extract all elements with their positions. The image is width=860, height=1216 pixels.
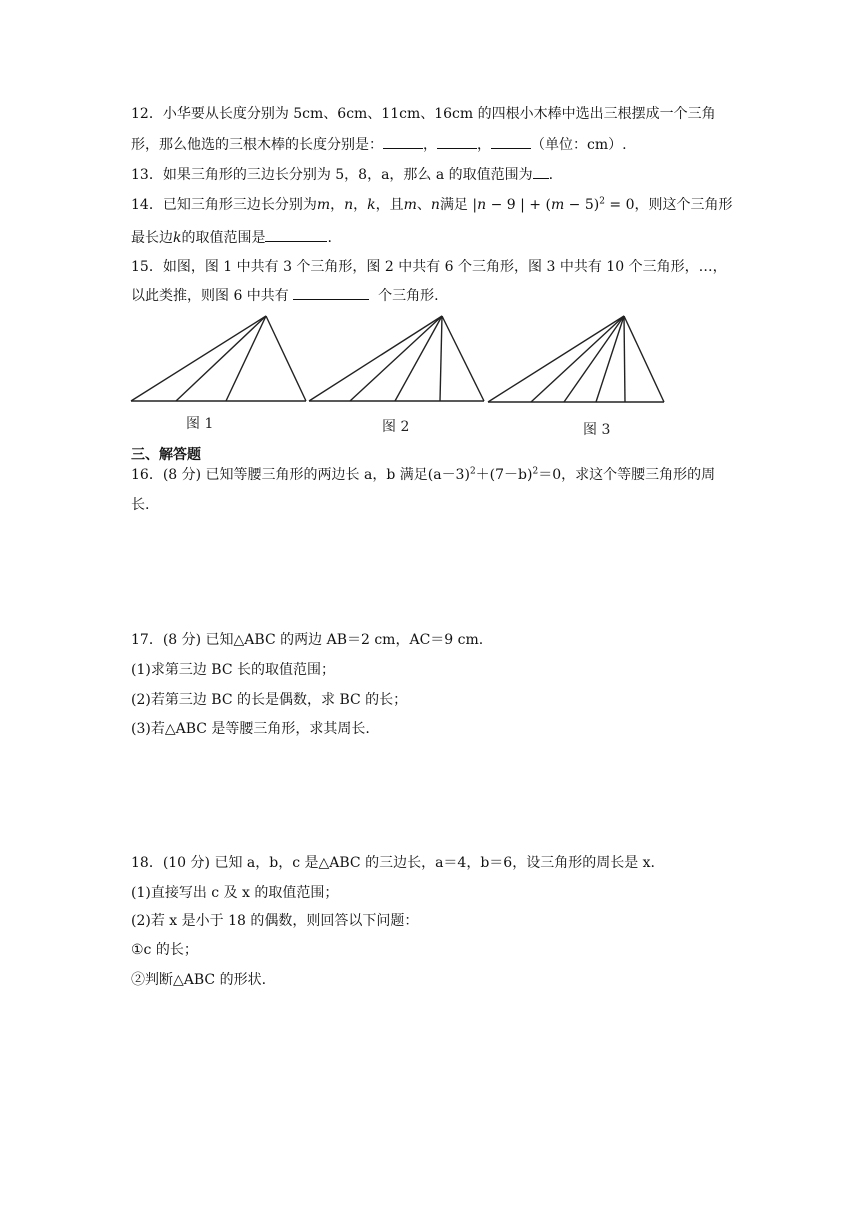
- figure-1-label: 图 1: [186, 416, 214, 432]
- q12-blank-3[interactable]: [491, 134, 531, 149]
- q14-line1: [131, 195, 733, 215]
- q14-var-k: k: [367, 197, 376, 213]
- q14-equation: [472, 197, 634, 213]
- q18-part-3: ①c 的长；: [131, 942, 198, 958]
- figure-2: [309, 316, 484, 401]
- q15-line1: 15．如图，图 1 中共有 3 个三角形，图 2 中共有 6 个三角形，图 3 中共有 10 个三角形，…，: [131, 259, 727, 275]
- q18-part-4: ②判断△ABC 的形状.: [131, 972, 267, 988]
- figure-1: [131, 316, 306, 401]
- q16-line2: 长.: [131, 497, 150, 513]
- q15-text-a: 以此类推，则图 6 中共有: [131, 288, 289, 304]
- q14-var-n2: n: [430, 197, 440, 213]
- q14-comma-1: ，: [330, 197, 345, 213]
- q14-text-3: 满足: [439, 197, 468, 213]
- figure-2-label: 图 2: [382, 419, 410, 435]
- q18-line1: 18．(10 分) 已知 a，b，c 是△ABC 的三边长，a＝4，b＝6，设三角形的周长是 x.: [131, 855, 656, 871]
- q12-blank-1[interactable]: [383, 134, 423, 149]
- q14-blank[interactable]: [265, 227, 327, 242]
- q14-l2-text-a: 最长边: [131, 230, 173, 246]
- q16-exp-1: 2: [469, 466, 476, 477]
- q13-blank[interactable]: [533, 164, 549, 179]
- q15-text-b: 个三角形.: [378, 288, 439, 304]
- q13-end: .: [548, 167, 554, 183]
- section-3-heading: 三、解答题: [131, 447, 201, 463]
- q14-eq-abs-open: |: [472, 197, 478, 213]
- q17-part-3: (3)若△ABC 是等腰三角形，求其周长.: [131, 721, 370, 737]
- q14-eq-part-c: − 5): [564, 197, 600, 213]
- q17-line1: 17．(8 分) 已知△ABC 的两边 AB＝2 cm，AC＝9 cm.: [131, 632, 484, 648]
- q13-text: 13．如果三角形的三边长分别为 5，8，a，那么 a 的取值范围为: [131, 167, 533, 183]
- q14-var-n: n: [344, 197, 354, 213]
- q16-text-c: ＝0，求这个等腰三角形的周: [538, 467, 716, 483]
- figure-3-label: 图 3: [583, 422, 611, 438]
- q14-text-1: 14．已知三角形三边长分别为: [131, 197, 317, 213]
- q15-blank[interactable]: [293, 285, 369, 300]
- q14-comma-3: 、: [416, 197, 431, 213]
- q16-line1: [131, 465, 715, 485]
- q17-part-2: (2)若第三边 BC 的长是偶数，求 BC 的长；: [131, 692, 408, 708]
- q14-l2-var-k: k: [173, 230, 182, 246]
- q14-eq-n: n: [477, 197, 487, 213]
- q15-line2: [131, 285, 439, 306]
- figure-3: [488, 316, 664, 402]
- q14-l2-end: .: [327, 230, 332, 246]
- q16-text-a: 16．(8 分) 已知等腰三角形的两边长 a，b 满足(a－3): [131, 467, 470, 483]
- q18-part-2: (2)若 x 是小于 18 的偶数，则回答以下问题：: [131, 913, 419, 929]
- q14-eq-m: m: [550, 197, 565, 213]
- triangle-figures: [0, 310, 860, 440]
- q14-comma-2: ，: [353, 197, 368, 213]
- q14-text-4: ，则这个三角形: [634, 197, 733, 213]
- q14-line2: [131, 227, 332, 248]
- q12-sep-2: ，: [477, 137, 491, 153]
- q18-part-1: (1)直接写出 c 及 x 的取值范围；: [131, 885, 339, 901]
- q12-line2: [131, 134, 627, 155]
- q14-text-2: ，且: [375, 197, 404, 213]
- q14-eq-exponent: 2: [599, 196, 605, 207]
- q14-var-m: m: [316, 197, 331, 213]
- q12-line1: 12．小华要从长度分别为 5cm、6cm、11cm、16cm 的四根小木棒中选出三根摆成一个三角: [131, 106, 716, 122]
- q13-line: [131, 164, 553, 185]
- q14-l2-text-b: 的取值范围是: [181, 230, 266, 246]
- q14-eq-part-d: = 0: [604, 197, 635, 213]
- q12-blank-2[interactable]: [437, 134, 477, 149]
- q14-var-m2: m: [403, 197, 417, 213]
- q16-text-b: ＋(7－b): [475, 467, 533, 483]
- q17-part-1: (1)求第三边 BC 长的取值范围；: [131, 662, 335, 678]
- q12-line2-text: 形，那么他选的三根木棒的长度分别是：: [131, 137, 383, 153]
- q12-unit: （单位：cm）.: [531, 137, 627, 153]
- q16-exp-2: 2: [532, 466, 539, 477]
- q12-sep-1: ，: [423, 137, 437, 153]
- q14-eq-part-b: − 9 | + (: [486, 197, 551, 213]
